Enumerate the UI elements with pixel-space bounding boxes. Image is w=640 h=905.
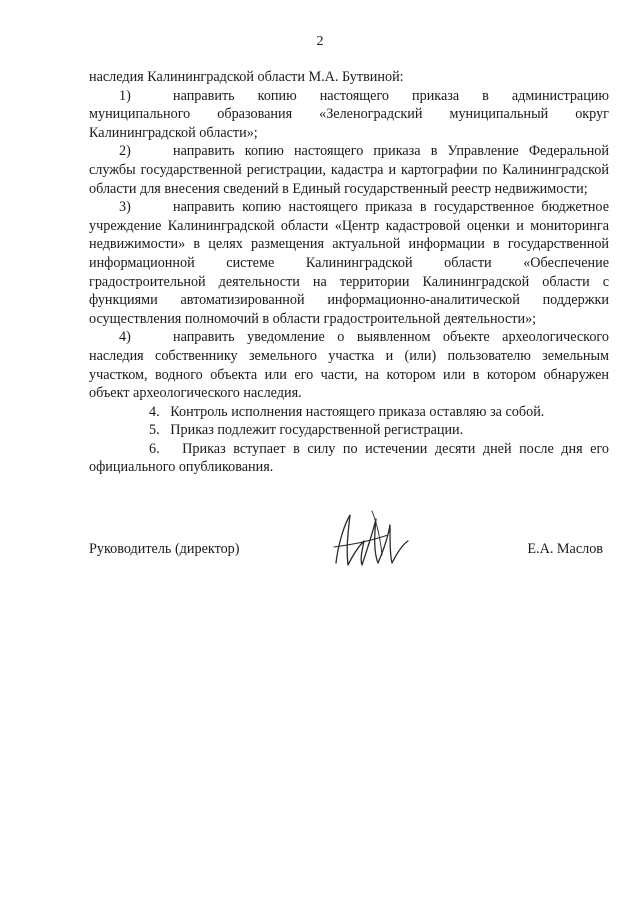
list-item [89, 198, 609, 328]
list-item [89, 142, 609, 198]
page-number: 2 [316, 34, 324, 49]
list-item-number: 3) [119, 199, 131, 216]
paragraph-control: 4. Контроль исполнения настоящего приказа оставляю за собой. [149, 403, 545, 420]
list-item [89, 328, 609, 402]
paragraph-effective-date: 6. Приказ вступает в силу по истечении десяти дней после дня его официального опубликования. [89, 440, 613, 476]
document-body [89, 68, 613, 477]
list-item-text: направить копию настоящего приказа в государственное бюджетное учреждение Калининградской области «Центр кадастровой оценки и мониторинга недвижимости» в целях размещения актуальной информации в государственной информационной системе Калининградской области «Обеспечение градостроительной деятельности на территории Калининградской области с функциями автоматизированной информационно-аналитической поддержки осуществления полномочий в области градостроительной деятельности»; [89, 199, 609, 327]
list-item-number: 2) [119, 143, 131, 160]
list-item-text: направить уведомление о выявленном объекте археологического наследия собственнику земельного участка и (или) пользователю земельным участком, водного объекта или его части, на котором или в котором обнаружен объект археологического наследия. [89, 329, 609, 402]
list-item-text: направить копию настоящего приказа в администрацию муниципального образования «Зеленоградский муниципальный округ Калининградской области»; [89, 87, 609, 141]
list-item [89, 87, 609, 143]
list-item-number: 4) [119, 329, 131, 346]
handwritten-signature [330, 505, 410, 575]
intro-line: наследия Калининградской области М.А. Бутвиной: [89, 69, 404, 85]
paragraph-registration: 5. Приказ подлежит государственной регистрации. [149, 422, 464, 439]
list-item-number: 1) [119, 87, 131, 104]
signatory-name: Е.А. Маслов [527, 541, 603, 557]
signatory-title: Руководитель (директор) [89, 541, 240, 557]
list-item-text: направить копию настоящего приказа в Управление Федеральной службы государственной регистрации, кадастра и картографии по Калининградской области для внесения сведений в Единый государственный реестр недвижимости; [89, 143, 609, 197]
